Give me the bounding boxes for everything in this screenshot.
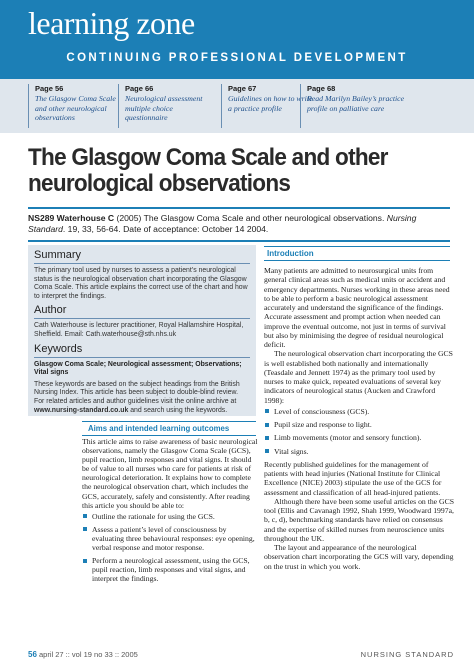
intro-bullet: Pupil size and response to light. [264, 420, 454, 429]
keywords-text [34, 381, 250, 415]
article-title-line: neurological observations [28, 170, 291, 197]
page-footer [28, 650, 454, 662]
citation-rest: . 19, 33, 56-64. Date of acceptance: October 14 2004. [62, 224, 269, 234]
page-number: Page 66 [125, 84, 154, 93]
page-number: Page 68 [307, 84, 336, 93]
aims-paragraph: This article aims to raise awareness of basic neurological observations, namely the Glasgow Coma Scale (GCS), pupil reaction, limb responses and vital signs. It should be of value to all nurses who care for patients at risk of neurological deterioration. It explains how to complete the neurological observation chart, which includes the GCS, accurately, safely and consistently. After reading this article you should be able to: [82, 437, 258, 510]
page-index-bar [0, 79, 474, 133]
introduction-section [264, 266, 454, 571]
citation-block [28, 207, 450, 242]
page-index-item[interactable] [300, 84, 412, 128]
article-title-line: The Glasgow Coma Scale and other [28, 144, 388, 171]
intro-bullet: Vital signs. [264, 447, 454, 456]
aims-bullet: Assess a patient’s level of consciousness by evaluating three behavioural responses: eye opening, verbal response and motor response. [82, 525, 258, 552]
page-description: Read Marilyn Bailey’s practice profile on palliative care [307, 94, 405, 113]
intro-paragraph: Recently published guidelines for the management of patients with head injuries (National Institute for Clinical Excellence (NICE) 2003) stipulate the use of the GCS for assessment and classification of all head-injured patients. [264, 459, 442, 497]
page-index-item[interactable] [118, 84, 214, 128]
aims-heading: Aims and intended learning outcomes [82, 421, 256, 436]
intro-paragraph: The neurological observation chart incorporating the GCS is well established both nationally and internationally (Teasdale and Jennett 1974) as the primary tool used by nurses to make quick, repeated evaluations of several key indicators of neurological status (Aucken and Crawford 1998): [264, 349, 453, 405]
intro-bullet: Limb movements (motor and sensory function). [264, 433, 454, 442]
introduction-heading: Introduction [264, 246, 450, 261]
learning-zone-banner [0, 0, 474, 79]
citation-journal: Nursing Standard [28, 213, 417, 234]
article-title [28, 145, 424, 197]
page-description: Guidelines on how to write a practice profile [228, 94, 313, 113]
intro-paragraph: Although there have been some useful articles on the GCS tool (Ellis and Cavanagh 1992, Shah 1999, Woodward 1997a, b, c, d), benchmarking standards have relied on consensus and the expertise of skilled nurses from neuroscience units throughout the UK. [264, 496, 454, 543]
intro-paragraph: Many patients are admitted to neurosurgical units from general clinical areas such as medical units or accident and emergency departments. Nurses working in these areas need to be able to perform a basic neurological assessment accurately and understand the significance of the findings. Accurate assessment and prompt action when needed can improve the eventual outcome, not just in terms of survival but also by minimising the degree of residual neurological deficit. [264, 266, 450, 349]
footer-page-number: 56 [28, 650, 37, 659]
banner-title: learning zone [28, 5, 195, 41]
citation-text: (2005) The Glasgow Coma Scale and other neurological observations. [114, 213, 387, 223]
citation-ref: NS289 Waterhouse C [28, 213, 115, 223]
page-description: Neurological assessment multiple choice questionnaire [125, 94, 203, 122]
page-description: The Glasgow Coma Scale and other neurological observations [35, 94, 116, 122]
keywords-list: Glasgow Coma Scale; Neurological assessment; Observations; Vital signs [34, 360, 242, 377]
footer-journal: NURSING STANDARD [360, 650, 454, 659]
aims-bullet: Perform a neurological assessment, using the GCS, pupil reaction, limb responses and vital signs, and interpret the findings. [82, 556, 258, 583]
summary-text: The primary tool used by nurses to assess a patient’s neurological status is the neurological observation chart incorporating the Glasgow Coma Scale. This article explains the correct use of the chart and how to interpret the findings. [34, 267, 248, 300]
banner-subtitle: CONTINUING PROFESSIONAL DEVELOPMENT [66, 52, 408, 64]
aims-section [82, 437, 258, 587]
archive-link[interactable]: www.nursing-standard.co.uk [34, 406, 129, 414]
keywords-text-after: and search using the keywords. [128, 406, 228, 414]
page-number: Page 56 [35, 84, 64, 93]
author-heading: Author [34, 304, 250, 319]
keywords-heading: Keywords [34, 343, 250, 358]
footer-issue: april 27 :: vol 19 no 33 :: 2005 [36, 650, 138, 659]
keywords-text-before: These keywords are based on the subject headings from the British Nursing Index. This article has been subject to double-blind review. For related articles and author guidelines visit the online archive at [34, 380, 240, 405]
page-number: Page 67 [228, 84, 257, 93]
author-text: Cath Waterhouse is lecturer practitioner, Royal Hallamshire Hospital, Sheffield. Email: Cath.waterhouse@sth.nhs.uk [34, 322, 244, 338]
intro-paragraph: The layout and appearance of the neurological observation chart incorporating the GCS will vary, depending on the trust in which you work. [264, 543, 454, 571]
summary-heading: Summary [34, 249, 250, 264]
aims-bullet: Outline the rationale for using the GCS. [82, 512, 258, 521]
summary-panel [28, 245, 256, 416]
page-index-item[interactable] [28, 84, 124, 128]
intro-bullet: Level of consciousness (GCS). [264, 407, 454, 416]
